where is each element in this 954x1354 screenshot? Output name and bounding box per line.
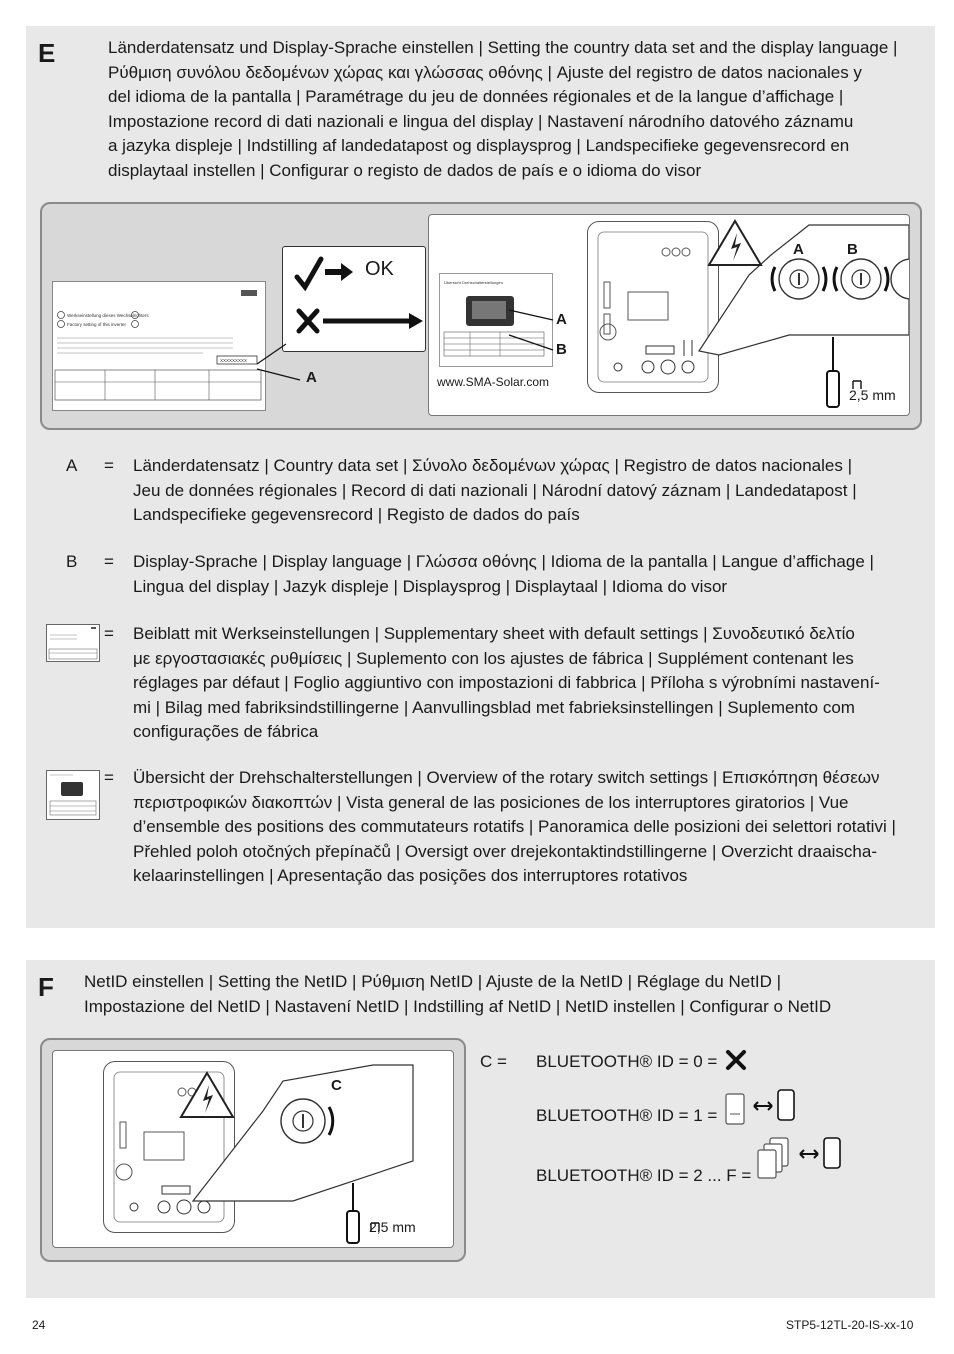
definition-line: d’ensemble des positions des commutateurs rotatifs | Panoramica delle posizioni dei selettori rotativi | xyxy=(133,817,896,836)
tool-size-label: 2,5 mm xyxy=(849,387,896,403)
inverter-to-phone-icon xyxy=(724,1088,798,1128)
definition-line: Přehled poloh otočných přepínačů | Oversigt over drejekontaktindstillingerne | Overzicht draaischa- xyxy=(133,841,877,861)
heading-line: a jazyka displeje | Indstilling af landedatapost og displaysprog | Landspecifieke gegevensrecord en xyxy=(108,136,850,155)
definition-line: Landspecifieke gegevensrecord | Registo de dados do país xyxy=(133,505,580,524)
inverter-detail-box xyxy=(428,214,910,416)
heading-line: displaytaal instellen | Configurar o registo de dados de país e o idioma do visor xyxy=(108,160,702,180)
bluetooth-id-0 xyxy=(536,1052,717,1072)
definition-line: Jeu de données régionales | Record di dati nazionali | Národní datový záznam | Landedatapost | xyxy=(133,480,857,500)
section-e-letter: E xyxy=(38,38,56,68)
definition-line: Übersicht der Drehschalterstellungen | Overview of the rotary switch settings | Επισκόπηση θέσεων xyxy=(133,768,880,787)
definition-key: B xyxy=(66,552,78,571)
definition-line: kelaarinstellingen | Apresentação das posições dos interruptores rotativos xyxy=(133,866,688,885)
bluetooth-line: BLUETOOTH® ID = 0 = xyxy=(536,1052,718,1071)
netid-detail-box xyxy=(52,1050,454,1248)
heading-line: Impostazione del NetID | Nastavení NetID | Indstilling af NetID | NetID instellen | Configurar o NetID xyxy=(84,996,832,1016)
definition-line: Lingua del display | Jazyk displeje | Displaysprog | Displaytaal | Idioma do visor xyxy=(133,576,728,596)
figure-netid xyxy=(40,1038,466,1262)
tool-size-label: 2,5 mm xyxy=(369,1219,416,1235)
definition-line: Beiblatt mit Werkseinstellungen | Supplementary sheet with default settings | Συνοδευτικό δελτίο xyxy=(133,624,855,643)
sheet-line-2: Factory setting of this inverter xyxy=(67,322,127,327)
bluetooth-id-1 xyxy=(536,1106,717,1126)
definition-line: με εργοστασιακές ρυθμίσεις | Suplemento con los ajustes de fábrica | Supplément contenant les xyxy=(133,648,854,668)
c-key: C = xyxy=(480,1052,507,1071)
sheet-line-1: Werkseinstellung dieses Wechselrichters xyxy=(67,313,149,318)
section-f-panel xyxy=(26,960,935,1298)
rotary-overview-icon xyxy=(46,770,100,820)
heading-line: Impostazione record di dati nazionali e lingua del display | Nastavení národního datového záznamu xyxy=(108,111,854,131)
dial-label-c: C xyxy=(331,1077,342,1094)
multiple-inverters-to-phone-icon xyxy=(756,1136,846,1184)
screwdriver-icon xyxy=(345,1181,405,1247)
definition-a xyxy=(66,454,936,534)
section-e-panel xyxy=(26,26,935,928)
ok-label: OK xyxy=(365,258,394,280)
definition-line: Display-Sprache | Display language | Γλώσσα οθόνης | Idioma de la pantalla | Langue d’affichage | xyxy=(133,552,874,571)
overview-title: Übersicht Drehschalterstellungen xyxy=(444,280,503,285)
definition-line: mi | Bilag med fabriksindstillingerne | Aanvullingsblad met fabrieksinstellingen | Suplemento com xyxy=(133,697,855,717)
definition-equals: = xyxy=(104,768,114,787)
heading-line: NetID einstellen | Setting the NetID | Ρύθμιση NetID | Ajuste de la NetID | Réglage du NetID | xyxy=(84,972,782,991)
overview-label-b: B xyxy=(556,341,567,358)
definition-line: configurações de fábrica xyxy=(133,722,319,741)
sheet-code: XXXXXXXXX xyxy=(220,358,248,363)
website-url: www.SMA-Solar.com xyxy=(437,375,550,389)
section-e-heading xyxy=(108,36,928,183)
definition-rotary-overview xyxy=(46,766,936,896)
rotary-dial-c-callout xyxy=(173,1051,453,1247)
dial-label-a: A xyxy=(793,241,804,258)
supplementary-sheet-icon xyxy=(46,624,100,662)
heading-line: Ρύθμιση συνόλου δεδομένων χώρας και γλώσσας οθόνης | Ajuste del registro de datos nacionales y xyxy=(108,62,862,82)
definition-equals: = xyxy=(104,624,114,643)
definition-line: Länderdatensatz | Country data set | Σύνολο δεδομένων χώρας | Registro de datos nacionales | xyxy=(133,456,852,475)
section-f-heading xyxy=(84,970,924,1019)
definition-key: A xyxy=(66,456,78,475)
bluetooth-line: BLUETOOTH® ID = 2 ... F = xyxy=(536,1166,752,1185)
document-code: STP5-12TL-20-IS-xx-10 xyxy=(786,1318,914,1332)
page-number: 24 xyxy=(32,1318,46,1332)
figure-country-data-set xyxy=(40,202,922,430)
definition-line: réglages par défaut | Foglio aggiuntivo con impostazioni di fabbrica | Příloha s výrobními nastavení- xyxy=(133,673,880,692)
bluetooth-line: BLUETOOTH® ID = 1 = xyxy=(536,1106,718,1125)
overview-label-a: A xyxy=(556,311,567,328)
definition-equals: = xyxy=(104,456,114,475)
dial-label-b: B xyxy=(847,241,858,258)
heading-line: del idioma de la pantalla | Paramétrage du jeu de données régionales et de la langue d’affichage | xyxy=(108,87,844,106)
definition-supplementary-sheet xyxy=(46,622,936,752)
bluetooth-id-2-f xyxy=(536,1166,751,1186)
definition-line: περιστροφικών διακοπτών | Vista general de las posiciones de los interruptores giratorios | Vue xyxy=(133,792,849,812)
heading-line: Länderdatensatz und Display-Sprache einstellen | Setting the country data set and the display language | xyxy=(108,38,898,57)
definition-b xyxy=(66,550,936,606)
close-icon xyxy=(724,1048,748,1072)
definition-equals: = xyxy=(104,552,114,571)
label-a: A xyxy=(306,369,317,386)
section-f-letter: F xyxy=(38,972,54,1002)
